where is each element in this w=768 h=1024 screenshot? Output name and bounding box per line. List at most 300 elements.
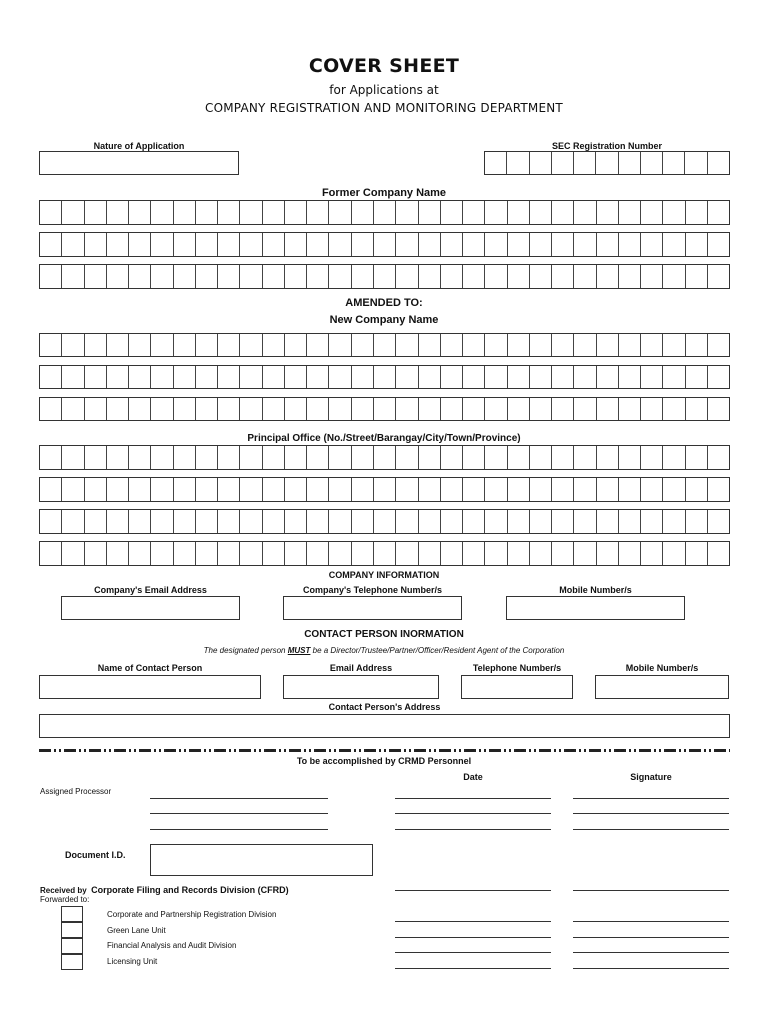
character-cell[interactable] [351, 510, 373, 533]
character-cell[interactable] [328, 510, 350, 533]
character-cell[interactable] [128, 478, 150, 501]
character-cell[interactable] [351, 334, 373, 356]
character-cell[interactable] [462, 366, 484, 388]
character-cell[interactable] [217, 366, 239, 388]
character-cell[interactable] [707, 265, 729, 288]
assigned-date-line-2[interactable] [395, 813, 551, 814]
character-cell[interactable] [128, 233, 150, 256]
character-cell[interactable] [128, 366, 150, 388]
character-cell[interactable] [284, 446, 306, 469]
character-cell[interactable] [618, 542, 640, 565]
character-cell[interactable] [640, 201, 662, 224]
character-cell[interactable] [707, 398, 729, 420]
character-cell[interactable] [195, 334, 217, 356]
contact-telephone-field[interactable] [461, 675, 573, 699]
character-cell[interactable] [173, 265, 195, 288]
character-cell[interactable] [529, 446, 551, 469]
character-cell[interactable] [61, 398, 83, 420]
character-cell[interactable] [351, 233, 373, 256]
character-cell[interactable] [529, 233, 551, 256]
company-telephone-field[interactable] [283, 596, 462, 620]
character-cell[interactable] [217, 510, 239, 533]
character-cell[interactable] [284, 233, 306, 256]
character-cell[interactable] [106, 446, 128, 469]
character-cell[interactable] [418, 334, 440, 356]
character-cell[interactable] [662, 398, 684, 420]
character-cell[interactable] [418, 542, 440, 565]
character-cell[interactable] [373, 510, 395, 533]
character-cell[interactable] [707, 334, 729, 356]
character-cell[interactable] [395, 446, 417, 469]
character-cell[interactable] [395, 265, 417, 288]
character-cell[interactable] [551, 446, 573, 469]
character-cell[interactable] [573, 446, 595, 469]
character-cell[interactable] [106, 233, 128, 256]
character-cell[interactable] [507, 334, 529, 356]
forward-checkbox-green-lane[interactable] [61, 922, 83, 938]
character-cell[interactable] [573, 366, 595, 388]
character-cell[interactable] [195, 510, 217, 533]
character-cell[interactable] [662, 366, 684, 388]
character-cell[interactable] [284, 478, 306, 501]
character-cell[interactable] [150, 478, 172, 501]
character-cell[interactable] [484, 446, 506, 469]
character-cell[interactable] [440, 510, 462, 533]
forward-signature-line-3[interactable] [573, 952, 729, 953]
character-cell[interactable] [306, 446, 328, 469]
character-cell[interactable] [328, 265, 350, 288]
character-cell[interactable] [573, 478, 595, 501]
character-cell[interactable] [306, 201, 328, 224]
character-cell[interactable] [373, 542, 395, 565]
assigned-signature-line-2[interactable] [573, 813, 729, 814]
character-cell[interactable] [173, 398, 195, 420]
character-cell[interactable] [61, 201, 83, 224]
character-cell[interactable] [84, 233, 106, 256]
character-cell[interactable] [395, 542, 417, 565]
character-cell[interactable] [440, 398, 462, 420]
character-cell[interactable] [217, 233, 239, 256]
forward-date-line-4[interactable] [395, 968, 551, 969]
character-cell[interactable] [618, 446, 640, 469]
character-cell[interactable] [262, 478, 284, 501]
character-cell[interactable] [106, 398, 128, 420]
character-cell[interactable] [128, 542, 150, 565]
character-cell[interactable] [484, 398, 506, 420]
document-id-field[interactable] [150, 844, 373, 876]
character-cell[interactable] [618, 510, 640, 533]
character-cell[interactable] [306, 233, 328, 256]
character-cell[interactable] [84, 265, 106, 288]
character-cell[interactable] [573, 265, 595, 288]
character-cell[interactable] [507, 201, 529, 224]
new-company-name-row-1[interactable] [39, 333, 730, 357]
character-cell[interactable] [106, 542, 128, 565]
character-cell[interactable] [84, 510, 106, 533]
character-cell[interactable] [106, 334, 128, 356]
character-cell[interactable] [685, 201, 707, 224]
former-company-name-row-1[interactable] [39, 200, 730, 225]
character-cell[interactable] [640, 510, 662, 533]
character-cell[interactable] [262, 265, 284, 288]
character-cell[interactable] [529, 152, 551, 174]
character-cell[interactable] [418, 510, 440, 533]
character-cell[interactable] [640, 398, 662, 420]
character-cell[interactable] [529, 265, 551, 288]
forward-checkbox-cprd[interactable] [61, 906, 83, 922]
forward-date-line-3[interactable] [395, 952, 551, 953]
character-cell[interactable] [529, 478, 551, 501]
character-cell[interactable] [150, 366, 172, 388]
character-cell[interactable] [217, 334, 239, 356]
character-cell[interactable] [61, 265, 83, 288]
character-cell[interactable] [351, 366, 373, 388]
character-cell[interactable] [618, 478, 640, 501]
character-cell[interactable] [173, 542, 195, 565]
character-cell[interactable] [662, 265, 684, 288]
character-cell[interactable] [150, 510, 172, 533]
character-cell[interactable] [195, 366, 217, 388]
character-cell[interactable] [684, 152, 706, 174]
character-cell[interactable] [284, 542, 306, 565]
character-cell[interactable] [284, 398, 306, 420]
nature-of-application-field[interactable] [39, 151, 239, 175]
character-cell[interactable] [462, 398, 484, 420]
character-cell[interactable] [328, 201, 350, 224]
character-cell[interactable] [507, 233, 529, 256]
character-cell[interactable] [707, 446, 729, 469]
character-cell[interactable] [418, 398, 440, 420]
character-cell[interactable] [618, 366, 640, 388]
character-cell[interactable] [40, 542, 61, 565]
character-cell[interactable] [462, 478, 484, 501]
character-cell[interactable] [596, 366, 618, 388]
character-cell[interactable] [284, 334, 306, 356]
character-cell[interactable] [84, 542, 106, 565]
character-cell[interactable] [239, 334, 261, 356]
character-cell[interactable] [373, 265, 395, 288]
character-cell[interactable] [640, 478, 662, 501]
character-cell[interactable] [685, 265, 707, 288]
character-cell[interactable] [40, 233, 61, 256]
character-cell[interactable] [618, 201, 640, 224]
character-cell[interactable] [596, 446, 618, 469]
character-cell[interactable] [284, 366, 306, 388]
character-cell[interactable] [395, 334, 417, 356]
character-cell[interactable] [618, 152, 640, 174]
assigned-processor-line-1[interactable] [150, 798, 328, 799]
character-cell[interactable] [551, 366, 573, 388]
character-cell[interactable] [462, 201, 484, 224]
contact-email-field[interactable] [283, 675, 439, 699]
character-cell[interactable] [128, 446, 150, 469]
character-cell[interactable] [40, 334, 61, 356]
character-cell[interactable] [596, 201, 618, 224]
character-cell[interactable] [306, 542, 328, 565]
character-cell[interactable] [173, 366, 195, 388]
character-cell[interactable] [351, 542, 373, 565]
character-cell[interactable] [596, 542, 618, 565]
character-cell[interactable] [128, 201, 150, 224]
character-cell[interactable] [551, 233, 573, 256]
principal-office-row-2[interactable] [39, 477, 730, 502]
character-cell[interactable] [239, 265, 261, 288]
character-cell[interactable] [84, 201, 106, 224]
character-cell[interactable] [640, 265, 662, 288]
character-cell[interactable] [507, 542, 529, 565]
character-cell[interactable] [351, 265, 373, 288]
character-cell[interactable] [551, 478, 573, 501]
character-cell[interactable] [484, 265, 506, 288]
character-cell[interactable] [506, 152, 528, 174]
character-cell[interactable] [61, 334, 83, 356]
company-mobile-field[interactable] [506, 596, 685, 620]
character-cell[interactable] [306, 478, 328, 501]
character-cell[interactable] [440, 233, 462, 256]
character-cell[interactable] [640, 366, 662, 388]
character-cell[interactable] [306, 334, 328, 356]
character-cell[interactable] [262, 334, 284, 356]
character-cell[interactable] [40, 398, 61, 420]
character-cell[interactable] [373, 446, 395, 469]
forward-signature-line-4[interactable] [573, 968, 729, 969]
character-cell[interactable] [529, 510, 551, 533]
character-cell[interactable] [195, 398, 217, 420]
character-cell[interactable] [640, 542, 662, 565]
character-cell[interactable] [84, 366, 106, 388]
contact-name-field[interactable] [39, 675, 261, 699]
principal-office-row-4[interactable] [39, 541, 730, 566]
assigned-signature-line-1[interactable] [573, 798, 729, 799]
character-cell[interactable] [173, 510, 195, 533]
character-cell[interactable] [284, 201, 306, 224]
character-cell[interactable] [484, 233, 506, 256]
character-cell[interactable] [328, 478, 350, 501]
new-company-name-row-2[interactable] [39, 365, 730, 389]
character-cell[interactable] [262, 233, 284, 256]
character-cell[interactable] [662, 478, 684, 501]
character-cell[interactable] [507, 398, 529, 420]
character-cell[interactable] [551, 542, 573, 565]
character-cell[interactable] [707, 478, 729, 501]
character-cell[interactable] [484, 542, 506, 565]
character-cell[interactable] [551, 398, 573, 420]
character-cell[interactable] [573, 152, 595, 174]
character-cell[interactable] [507, 478, 529, 501]
character-cell[interactable] [618, 398, 640, 420]
character-cell[interactable] [328, 366, 350, 388]
character-cell[interactable] [462, 233, 484, 256]
character-cell[interactable] [306, 398, 328, 420]
character-cell[interactable] [551, 152, 573, 174]
character-cell[interactable] [84, 398, 106, 420]
character-cell[interactable] [418, 446, 440, 469]
character-cell[interactable] [217, 201, 239, 224]
character-cell[interactable] [640, 233, 662, 256]
character-cell[interactable] [328, 233, 350, 256]
character-cell[interactable] [373, 334, 395, 356]
character-cell[interactable] [195, 542, 217, 565]
character-cell[interactable] [507, 265, 529, 288]
character-cell[interactable] [418, 265, 440, 288]
character-cell[interactable] [239, 398, 261, 420]
character-cell[interactable] [551, 201, 573, 224]
character-cell[interactable] [573, 334, 595, 356]
character-cell[interactable] [685, 233, 707, 256]
character-cell[interactable] [418, 201, 440, 224]
character-cell[interactable] [484, 334, 506, 356]
character-cell[interactable] [173, 478, 195, 501]
forward-checkbox-faad[interactable] [61, 938, 83, 954]
character-cell[interactable] [373, 366, 395, 388]
character-cell[interactable] [150, 542, 172, 565]
character-cell[interactable] [351, 201, 373, 224]
character-cell[interactable] [685, 510, 707, 533]
character-cell[interactable] [306, 265, 328, 288]
character-cell[interactable] [61, 366, 83, 388]
character-cell[interactable] [395, 510, 417, 533]
character-cell[interactable] [484, 201, 506, 224]
character-cell[interactable] [61, 510, 83, 533]
character-cell[interactable] [440, 334, 462, 356]
character-cell[interactable] [662, 510, 684, 533]
character-cell[interactable] [662, 201, 684, 224]
character-cell[interactable] [239, 478, 261, 501]
character-cell[interactable] [150, 233, 172, 256]
character-cell[interactable] [306, 510, 328, 533]
character-cell[interactable] [84, 478, 106, 501]
character-cell[interactable] [640, 446, 662, 469]
character-cell[interactable] [128, 334, 150, 356]
assigned-signature-line-3[interactable] [573, 829, 729, 830]
character-cell[interactable] [640, 152, 662, 174]
character-cell[interactable] [106, 510, 128, 533]
contact-address-field[interactable] [39, 714, 730, 738]
character-cell[interactable] [662, 233, 684, 256]
character-cell[interactable] [351, 398, 373, 420]
character-cell[interactable] [551, 334, 573, 356]
character-cell[interactable] [573, 510, 595, 533]
character-cell[interactable] [328, 542, 350, 565]
character-cell[interactable] [418, 233, 440, 256]
contact-mobile-field[interactable] [595, 675, 729, 699]
character-cell[interactable] [707, 366, 729, 388]
character-cell[interactable] [596, 334, 618, 356]
character-cell[interactable] [618, 265, 640, 288]
character-cell[interactable] [529, 201, 551, 224]
character-cell[interactable] [217, 478, 239, 501]
character-cell[interactable] [395, 233, 417, 256]
character-cell[interactable] [707, 152, 729, 174]
assigned-processor-line-3[interactable] [150, 829, 328, 830]
character-cell[interactable] [106, 201, 128, 224]
assigned-processor-line-2[interactable] [150, 813, 328, 814]
character-cell[interactable] [173, 201, 195, 224]
character-cell[interactable] [173, 334, 195, 356]
character-cell[interactable] [662, 334, 684, 356]
character-cell[interactable] [573, 398, 595, 420]
received-date-line[interactable] [395, 890, 551, 891]
character-cell[interactable] [150, 201, 172, 224]
character-cell[interactable] [440, 201, 462, 224]
character-cell[interactable] [440, 446, 462, 469]
character-cell[interactable] [573, 542, 595, 565]
character-cell[interactable] [707, 201, 729, 224]
character-cell[interactable] [707, 233, 729, 256]
principal-office-row-3[interactable] [39, 509, 730, 534]
character-cell[interactable] [440, 478, 462, 501]
character-cell[interactable] [484, 366, 506, 388]
character-cell[interactable] [507, 510, 529, 533]
character-cell[interactable] [596, 233, 618, 256]
character-cell[interactable] [596, 398, 618, 420]
character-cell[interactable] [239, 446, 261, 469]
forward-date-line-2[interactable] [395, 937, 551, 938]
principal-office-row-1[interactable] [39, 445, 730, 470]
character-cell[interactable] [662, 152, 684, 174]
character-cell[interactable] [195, 446, 217, 469]
forward-checkbox-licensing[interactable] [61, 954, 83, 970]
character-cell[interactable] [40, 265, 61, 288]
character-cell[interactable] [239, 201, 261, 224]
character-cell[interactable] [328, 446, 350, 469]
forward-signature-line-1[interactable] [573, 921, 729, 922]
character-cell[interactable] [485, 152, 506, 174]
character-cell[interactable] [484, 478, 506, 501]
character-cell[interactable] [707, 542, 729, 565]
character-cell[interactable] [217, 542, 239, 565]
character-cell[interactable] [61, 542, 83, 565]
character-cell[interactable] [685, 366, 707, 388]
character-cell[interactable] [440, 265, 462, 288]
character-cell[interactable] [195, 265, 217, 288]
character-cell[interactable] [150, 265, 172, 288]
character-cell[interactable] [217, 265, 239, 288]
character-cell[interactable] [373, 233, 395, 256]
character-cell[interactable] [462, 265, 484, 288]
character-cell[interactable] [395, 478, 417, 501]
character-cell[interactable] [662, 542, 684, 565]
character-cell[interactable] [306, 366, 328, 388]
assigned-date-line-1[interactable] [395, 798, 551, 799]
character-cell[interactable] [529, 334, 551, 356]
forward-signature-line-2[interactable] [573, 937, 729, 938]
character-cell[interactable] [128, 398, 150, 420]
character-cell[interactable] [262, 510, 284, 533]
character-cell[interactable] [395, 201, 417, 224]
character-cell[interactable] [462, 510, 484, 533]
character-cell[interactable] [328, 398, 350, 420]
character-cell[interactable] [596, 265, 618, 288]
forward-date-line-1[interactable] [395, 921, 551, 922]
character-cell[interactable] [84, 334, 106, 356]
former-company-name-row-2[interactable] [39, 232, 730, 257]
character-cell[interactable] [507, 446, 529, 469]
character-cell[interactable] [40, 510, 61, 533]
character-cell[interactable] [373, 201, 395, 224]
character-cell[interactable] [551, 510, 573, 533]
character-cell[interactable] [596, 510, 618, 533]
character-cell[interactable] [173, 446, 195, 469]
character-cell[interactable] [351, 446, 373, 469]
character-cell[interactable] [128, 510, 150, 533]
character-cell[interactable] [195, 201, 217, 224]
character-cell[interactable] [462, 542, 484, 565]
character-cell[interactable] [239, 233, 261, 256]
character-cell[interactable] [84, 446, 106, 469]
character-cell[interactable] [40, 478, 61, 501]
character-cell[interactable] [128, 265, 150, 288]
